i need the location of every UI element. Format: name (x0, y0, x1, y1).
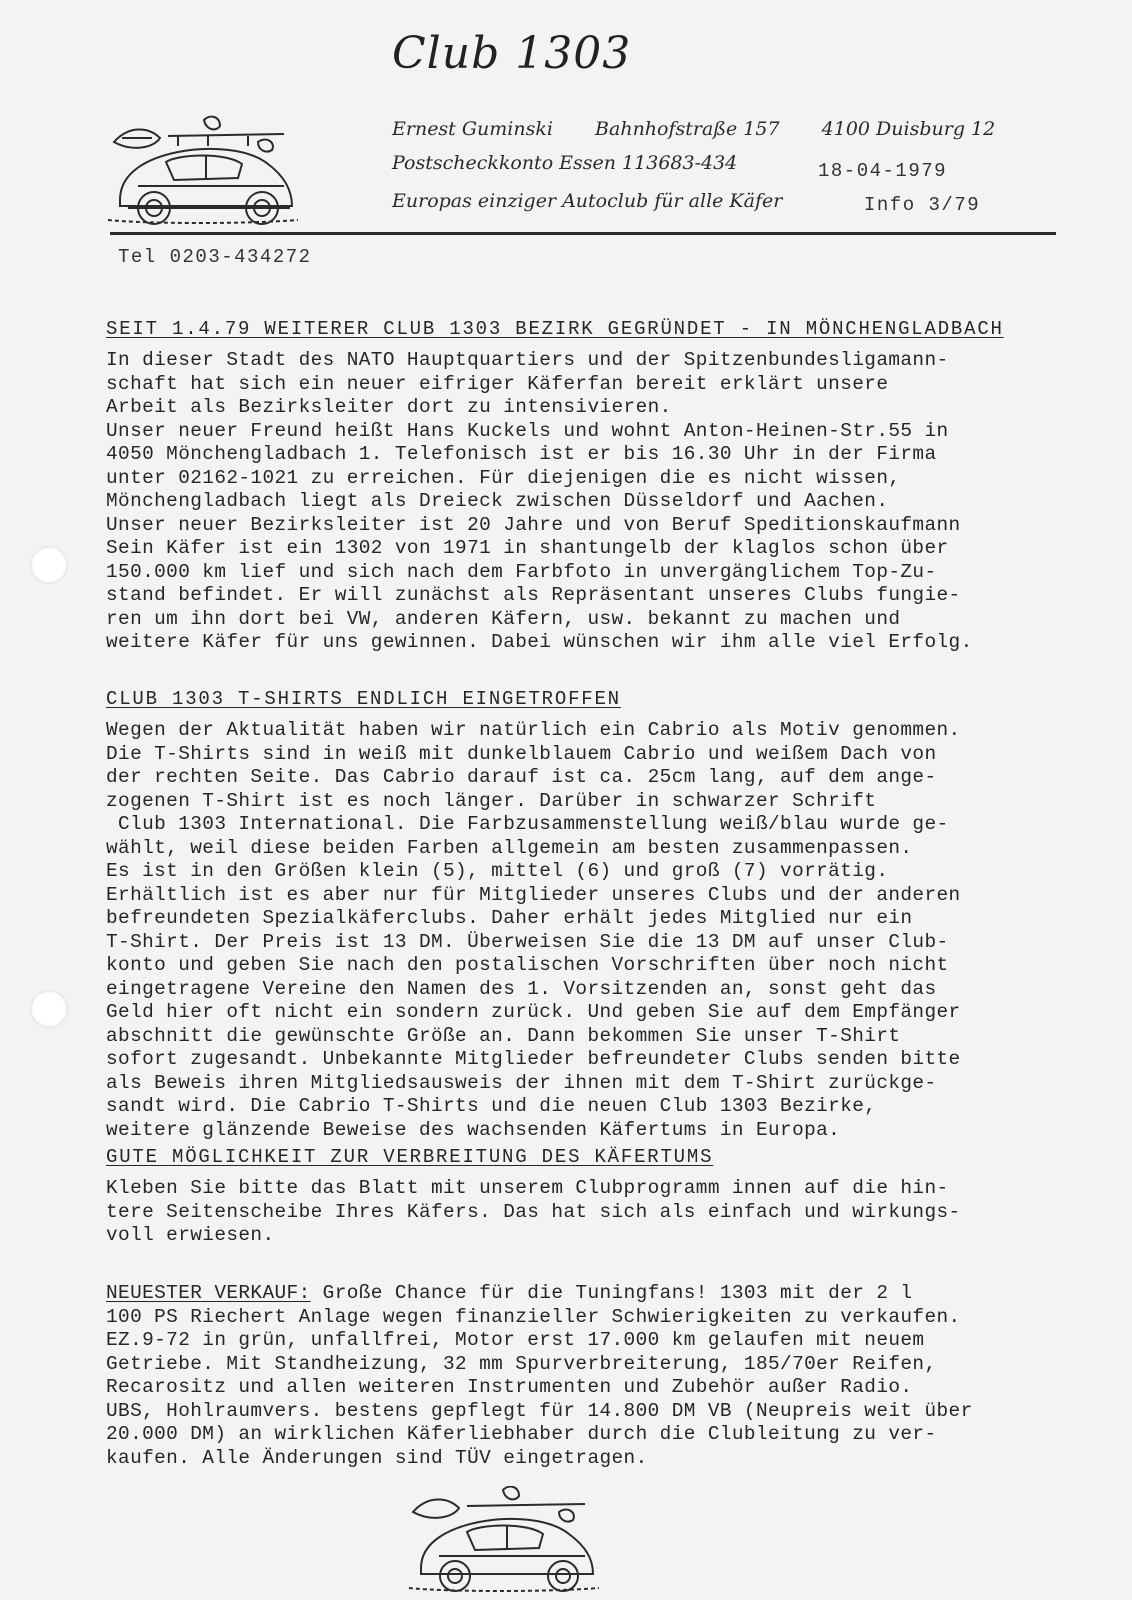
header-address-line (392, 118, 995, 140)
founder-name: Ernest Guminski (392, 118, 553, 140)
section-heading: CLUB 1303 T-SHIRTS ENDLICH EINGETROFFEN (106, 688, 621, 710)
sale-first-line (106, 1282, 1106, 1306)
section-heading: SEIT 1.4.79 WEITERER CLUB 1303 BEZIRK GEGRÜNDET - IN MÖNCHENGLADBACH (106, 318, 1004, 340)
section-heading: NEUESTER VERKAUF: (106, 1282, 311, 1304)
bank-account: Postscheckkonto Essen 113683-434 (392, 152, 738, 174)
header-divider (110, 232, 1056, 235)
section-spreading (106, 1146, 1106, 1248)
punch-hole (30, 546, 68, 584)
section-sale (106, 1282, 1106, 1470)
club-title: Club 1303 (392, 28, 632, 79)
beetle-car-logo (108, 112, 298, 230)
section-body: Kleben Sie bitte das Blatt mit unserem Clubprogramm innen auf die hin- tere Seitenscheibe Ihres Käfers. Das hat sich als einfach und wirkungs- voll erwiesen. (106, 1177, 961, 1246)
letter-date: 18-04-1979 (818, 160, 948, 182)
section-new-district (106, 318, 1106, 655)
section-body: 100 PS Riechert Anlage wegen finanzieller Schwierigkeiten zu verkaufen. EZ.9-72 in grün, unfallfrei, Motor erst 17.000 km gelaufen mit neuem Getriebe. Mit Standheizung, 32 mm Spurverbreiterung, 185/70er Reifen, Recarositz und allen weiteren Instrumenten und Zubehör außer Radio. UBS, Hohlraumvers. bestens gepflegt für 14.800 DM VB (Neupreis weit über 20.000 DM) an wirklichen Käferliebhaber durch die Clubleitung zu ver- kaufen. Alle Änderungen sind TÜV eingetragen. (106, 1305, 973, 1469)
beetle-car-footer (404, 1486, 604, 1594)
section-body: Wegen der Aktualität haben wir natürlich ein Cabrio als Motiv genommen. Die T-Shirts sind in weiß mit dunkelblauem Cabrio und weißem Dach von der rechten Seite. Das Cabrio darauf ist ca. 25cm lang, auf dem ange- zogenen T-Shirt ist es noch länger. Darüber in schwarzer Schrift Club 1303 International. Die Farbzusammenstellung weiß/blau wurde ge- wählt, weil diese beiden Farben allgemein am besten zusammenpassen. Es ist in den Größen klein (5), mittel (6) und groß (7) vorrätig. Erhältlich ist es aber nur für Mitglieder unseres Clubs und der anderen befreundeten Spezialkäferclubs. Daher erhält jedes Mitglied nur ein T-Shirt. Der Preis ist 13 DM. Überweisen Sie die 13 DM auf unser Club- konto und geben Sie nach den postalischen Vorschriften über noch nicht eingetragene Vereine den Namen des 1. Vorsitzenden an, sonst geht das Geld hier oft nicht ein sondern zurück. Und geben Sie auf dem Empfänger abschnitt die gewünschte Größe an. Dann bekommen Sie unser T-Shirt sofort zugesandt. Unbekannte Mitglieder befreundeter Clubs senden bitte als Beweis ihren Mitgliedsausweis der ihnen mit dem T-Shirt zurückge- sandt wird. Die Cabrio T-Shirts und die neuen Club 1303 Bezirke, weitere glänzende Beweise des wachsenden Käfertums in Europa. (106, 719, 961, 1141)
club-tagline: Europas einziger Autoclub für alle Käfer (392, 190, 783, 212)
city-address: 4100 Duisburg 12 (821, 118, 996, 140)
section-tshirts (106, 688, 1106, 1142)
section-body: In dieser Stadt des NATO Hauptquartiers und der Spitzenbundesligamann- schaft hat sich ein neuer eifriger Käferfan bereit erklärt unsere Arbeit als Bezirksleiter dort zu intensivieren. Unser neuer Freund heißt Hans Kuckels und wohnt Anton-Heinen-Str.55 in 4050 Mönchengladbach 1. Telefonisch ist er bis 16.30 Uhr in der Firma unter 02162-1021 zu erreichen. Für diejenigen die es nicht wissen, Mönchengladbach liegt als Dreieck zwischen Düsseldorf und Aachen. Unser neuer Bezirksleiter ist 20 Jahre und von Beruf Speditionskaufmann Sein Käfer ist ein 1302 von 1971 in shantungelb der klaglos schon über 150.000 km lief und sich nach dem Farbfoto in unvergänglichem Top-Zu- stand befindet. Er will zunächst als Repräsentant unseres Clubs fungie- ren um ihn dort bei VW, anderen Käfern, usw. bekannt zu machen und weitere Käfer für uns gewinnen. Dabei wünschen wir ihm alle viel Erfolg. (106, 349, 973, 653)
phone-number: Tel 0203-434272 (118, 246, 312, 268)
sale-first-line-text: Große Chance für die Tuningfans! 1303 mit der 2 l (310, 1282, 913, 1304)
punch-hole (30, 990, 68, 1028)
street-address: Bahnhofstraße 157 (595, 118, 780, 140)
section-heading: GUTE MÖGLICHKEIT ZUR VERBREITUNG DES KÄFERTUMS (106, 1146, 714, 1168)
info-number: Info 3/79 (864, 194, 981, 216)
